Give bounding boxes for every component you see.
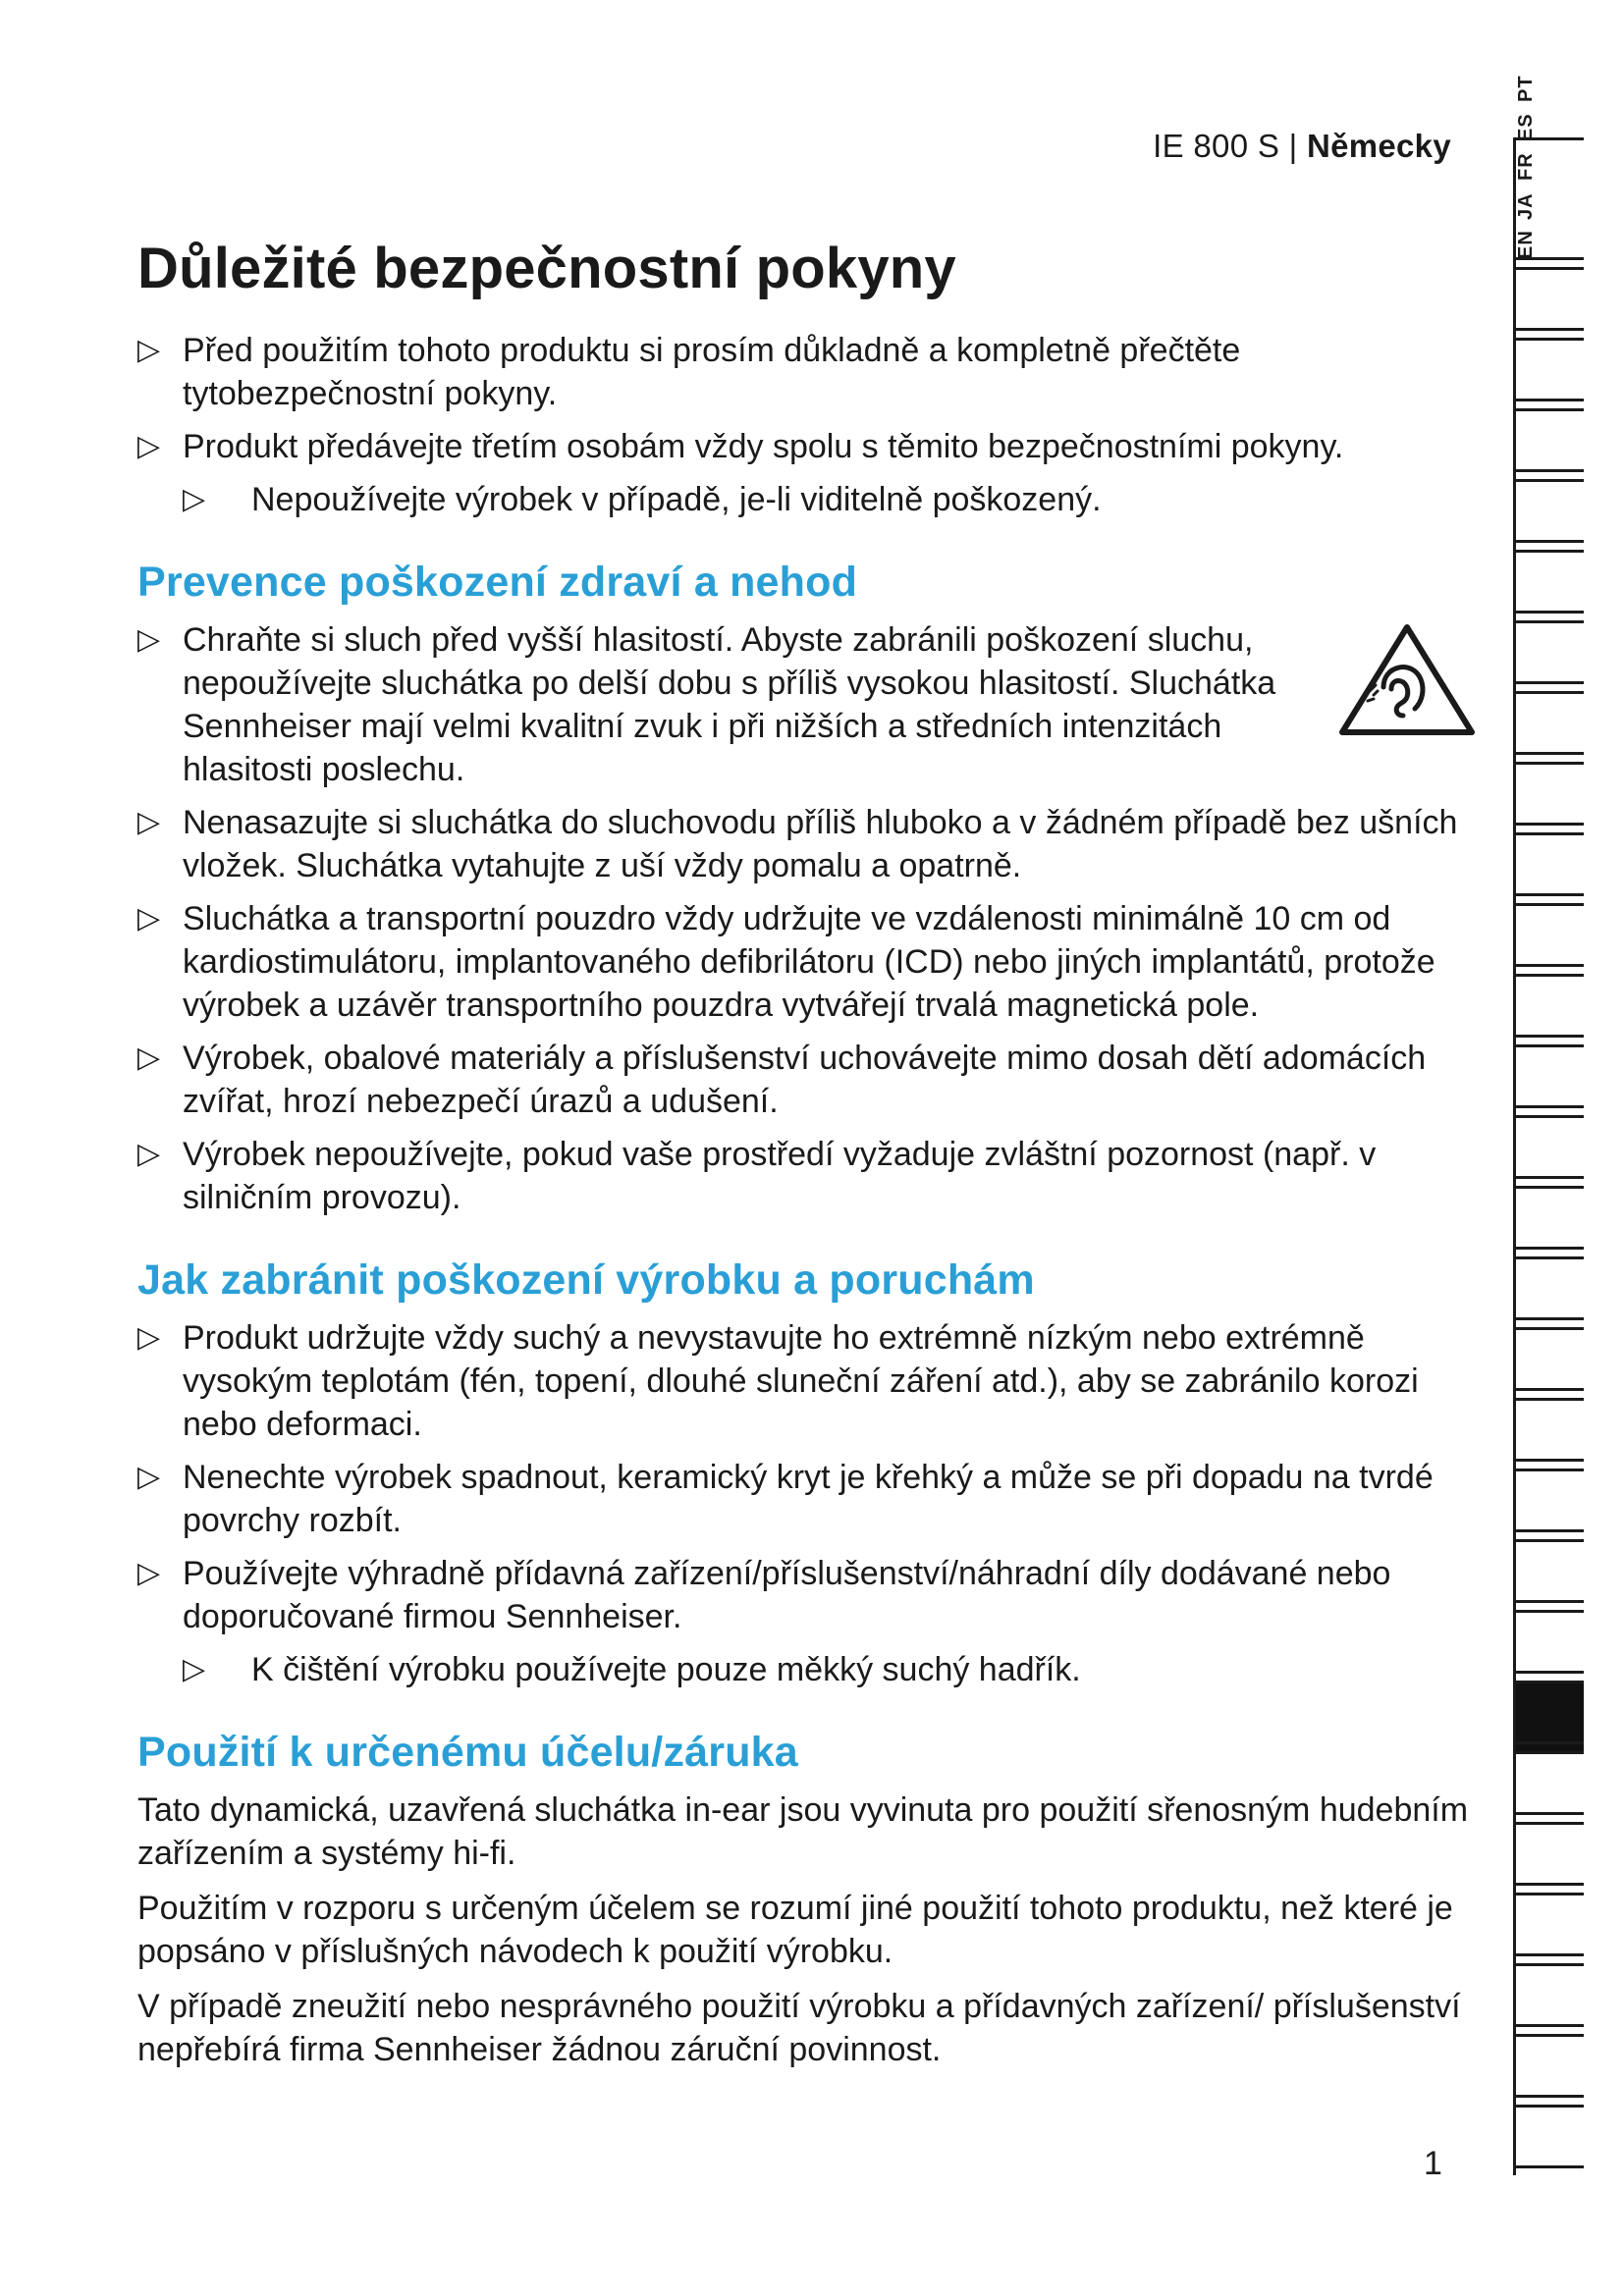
tab-box[interactable] xyxy=(1513,1256,1584,1327)
section-heading: Použití k určenému účelu/záruka xyxy=(137,1729,798,1776)
triangle-right-icon: ▷ xyxy=(137,902,161,934)
tab-box[interactable] xyxy=(1513,137,1584,267)
tab-box[interactable] xyxy=(1513,903,1584,974)
triangle-right-icon: ▷ xyxy=(137,806,161,838)
tab-box[interactable] xyxy=(1513,550,1584,620)
triangle-right-icon: ▷ xyxy=(137,1041,161,1074)
tab-box[interactable] xyxy=(1513,620,1584,691)
paragraph: Použitím v rozporu s určeným účelem se rozumí jiné použití tohoto produktu, než které je popsáno v příslušných návodech k použití výrobku. xyxy=(137,1890,1453,1970)
tab-box[interactable] xyxy=(1513,1539,1584,1610)
header-product: IE 800 S | xyxy=(1153,128,1298,164)
list-item: ▷ Výrobek nepoužívejte, pokud vaše prostředí vyžaduje zvláštní pozornost (např. v silničním provozu). xyxy=(137,1133,1473,1219)
list-item: ▷ Produkt předávejte třetím osobám vždy spolu s těmito bezpečnostními pokyny. xyxy=(137,425,1473,468)
tab-box[interactable] xyxy=(1513,338,1584,408)
tab-box[interactable] xyxy=(1513,2034,1584,2105)
tab-box[interactable] xyxy=(1513,1610,1584,1681)
tab-label-fr[interactable]: FR xyxy=(1515,152,1537,181)
tab-box[interactable] xyxy=(1513,1398,1584,1468)
tab-label-pt[interactable]: PT xyxy=(1515,75,1537,102)
tab-box[interactable] xyxy=(1513,1893,1584,1963)
tab-box[interactable] xyxy=(1513,1468,1584,1539)
tab-label-ja[interactable]: JA xyxy=(1515,192,1537,220)
tab-box[interactable] xyxy=(1513,2105,1584,2175)
tab-box[interactable] xyxy=(1513,408,1584,479)
triangle-right-icon: ▷ xyxy=(137,1461,161,1493)
tab-box[interactable] xyxy=(1513,267,1584,338)
list-item: ▷ Chraňte si sluch před vyšší hlasitostí. Abyste zabránili poškození sluchu, nepoužívejte sluchátka po delší dobu s příliš vysokou hlasitostí. Sluchátka Sennheiser mají velmi kvalitní zvuk i při nižších a středních intenzitách hlasitosti poslechu. xyxy=(137,618,1473,791)
list-item: ▷ Produkt udržujte vždy suchý a nevystavujte ho extrémně nízkým nebo extrémně vysokým teplotám (fén, topení, dlouhé sluneční záření atd.), aby se zabránilo korozi nebo deformaci. xyxy=(137,1316,1473,1446)
tab-box[interactable] xyxy=(1513,1115,1584,1186)
list-item: ▷ Před použitím tohoto produktu si prosím důkladně a kompletně přečtěte tytobezpečnostní pokyny. xyxy=(137,329,1473,415)
triangle-right-icon: ▷ xyxy=(137,334,161,366)
tab-label-es[interactable]: ES xyxy=(1515,113,1537,141)
triangle-right-icon: ▷ xyxy=(137,1138,161,1170)
page-header xyxy=(1153,128,1451,165)
tab-box[interactable] xyxy=(1513,691,1584,762)
tab-box[interactable] xyxy=(1513,1751,1584,1822)
page-number: 1 xyxy=(1424,2145,1442,2182)
tab-box[interactable] xyxy=(1513,762,1584,832)
list-item: ▷ Nenasazujte si sluchátka do sluchovodu příliš hluboko a v žádném případě bez ušních vložek. Sluchátka vytahujte z uší vždy pomalu a opatrně. xyxy=(137,801,1473,887)
list-subitem: ▷ K čištění výrobku používejte pouze měkký suchý hadřík. xyxy=(137,1648,1473,1691)
hearing-warning-icon xyxy=(1338,622,1476,738)
header-language: Německy xyxy=(1306,128,1451,164)
tab-active[interactable] xyxy=(1513,1681,1584,1751)
tab-box[interactable] xyxy=(1513,1327,1584,1398)
list-subitem: ▷ Nepoužívejte výrobek v případě, je-li viditelně poškozený. xyxy=(137,478,1473,521)
list-item: ▷ Nenechte výrobek spadnout, keramický kryt je křehký a může se při dopadu na tvrdé povrchy rozbít. xyxy=(137,1456,1473,1542)
triangle-right-icon: ▷ xyxy=(183,1653,206,1685)
list-item: ▷ Používejte výhradně přídavná zařízení/příslušenství/náhradní díly dodávané nebo doporučované firmou Sennheiser. xyxy=(137,1552,1473,1638)
tab-box[interactable] xyxy=(1513,974,1584,1044)
tab-box[interactable] xyxy=(1513,1186,1584,1256)
document-body xyxy=(137,236,1473,2083)
section-heading: Jak zabránit poškození výrobku a poruchám xyxy=(137,1256,1035,1304)
list-item: ▷ Sluchátka a transportní pouzdro vždy udržujte ve vzdálenosti minimálně 10 cm od kardiostimulátoru, implantovaného defibrilátoru (ICD) nebo jiných implantátů, protože výrobek a uzávěr transportního pouzdra vytvářejí trvalá magnetická pole. xyxy=(137,897,1473,1027)
paragraph: V případě zneužití nebo nesprávného použití výrobku a přídavných zařízení/ příslušenství nepřebírá firma Sennheiser žádnou záruční povinnost. xyxy=(137,1988,1461,2068)
triangle-right-icon: ▷ xyxy=(137,430,161,462)
tab-box[interactable] xyxy=(1513,1822,1584,1893)
tab-box[interactable] xyxy=(1513,832,1584,903)
paragraph: Tato dynamická, uzavřená sluchátka in-ear jsou vyvinuta pro použití sřenosným hudebním zařízením a systémy hi-fi. xyxy=(137,1791,1469,1872)
list-item: ▷ Výrobek, obalové materiály a příslušenství uchovávejte mimo dosah dětí adomácích zvířat, hrozí nebezpečí úrazů a udušení. xyxy=(137,1037,1473,1123)
triangle-right-icon: ▷ xyxy=(137,1321,161,1354)
tab-box[interactable] xyxy=(1513,1963,1584,2034)
tab-label-en[interactable]: EN xyxy=(1515,230,1537,259)
triangle-right-icon: ▷ xyxy=(183,483,206,515)
page-title: Důležité bezpečnostní pokyny xyxy=(137,237,956,300)
tab-box[interactable] xyxy=(1513,1044,1584,1115)
triangle-right-icon: ▷ xyxy=(137,623,161,656)
tab-box[interactable] xyxy=(1513,479,1584,550)
triangle-right-icon: ▷ xyxy=(137,1557,161,1589)
section-heading: Prevence poškození zdraví a nehod xyxy=(137,559,858,606)
